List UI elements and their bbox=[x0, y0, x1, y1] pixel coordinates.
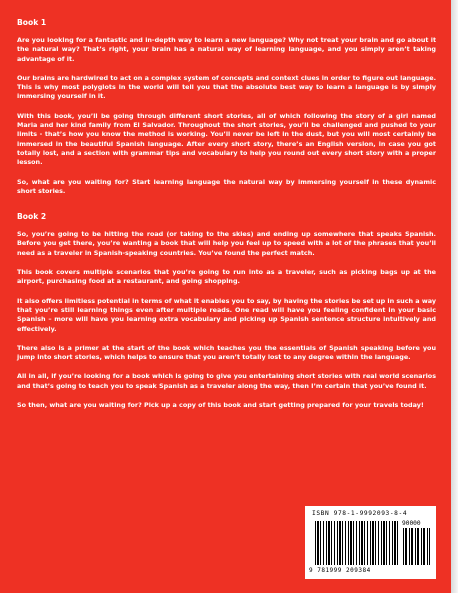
book2-paragraph-1: So, you’re going to be hitting the road (or taking to the skies) and ending up somewhere that speaks Spanish. Before you get there, you’re wanting a book that will help you feel up to speed with a lot of the phrases that you’ll need as a traveler in Spanish-speaking countries. You’ve found the perfect match. bbox=[17, 230, 436, 257]
book1-heading: Book 1 bbox=[17, 18, 47, 27]
book1-paragraph-1: Are you looking for a fantastic and in-depth way to learn a new language? Why not treat your brain and go about it the natural way? That’s right, your brain has a natural way of learning language, and you simply aren’t taking advantage of it. bbox=[17, 36, 436, 63]
isbn-label: ISBN 978-1-9992093-8-4 bbox=[312, 510, 408, 517]
book2-paragraph-5: All in all, if you’re looking for a book which is going to give you entertaining short stories with real world scenarios and that’s going to teach you to speak Spanish as a traveler along the way, then I’m certain that you’ve found it. bbox=[17, 372, 436, 390]
price-code: 90000 bbox=[402, 520, 421, 527]
book2-paragraph-6: So then, what are you waiting for? Pick up a copy of this book and start getting prepared for your travels today! bbox=[17, 401, 424, 410]
page-edge bbox=[451, 0, 458, 593]
book1-paragraph-4: So, what are you waiting for? Start learning language the natural way by immersing yourself in these dynamic short stories. bbox=[17, 177, 436, 195]
book2-paragraph-2: This book covers multiple scenarios that you’re going to run into as a traveler, such as picking bags up at the airport, purchasing food at a restaurant, and going shopping. bbox=[17, 268, 436, 286]
isbn-barcode bbox=[305, 506, 436, 579]
barcode-addon-bars bbox=[403, 528, 430, 565]
blurb-text bbox=[17, 18, 436, 420]
barcode-bars bbox=[315, 521, 399, 565]
book2-paragraph-4: There also is a primer at the start of the book which teaches you the essentials of Spanish speaking before you jump into short stories, which helps to ensure that you aren’t totally lost to any degree within the language. bbox=[17, 343, 436, 362]
barcode-digits: 9 781999 209384 bbox=[309, 567, 371, 574]
book1-paragraph-2: Our brains are hardwired to act on a complex system of concepts and context clues in order to figure out language. This is why most polyglots in the world will tell you that the absolute best way to learn a language is by simply immersing yourself in it. bbox=[17, 73, 436, 101]
book1-paragraph-3: With this book, you’ll be going through different short stories, all of which following the story of a girl named Maria and her kind family from El Salvador. Throughout the short stories, you’ll be challenged and pushed to your limits - that’s how you know the method is working. You’ll never be left in the dust, but you will most certainly be immersed in the beautiful Spanish language. After every short story, there’s an English version, in case you got totally lost, and a section with grammar tips and vocabulary to help you round out every short story with a proper lesson. bbox=[17, 111, 436, 167]
book2-heading: Book 2 bbox=[17, 212, 47, 222]
book2-paragraph-3: It also offers limitless potential in terms of what it enables you to say, by having the stories be set up in such a way that you’re still learning things even after multiple reads. One read will have you feeling confident in your basic Spanish – more will have you learning extra vocabulary and picking up Spanish sentence structure intuitively and effectively. bbox=[17, 296, 437, 333]
